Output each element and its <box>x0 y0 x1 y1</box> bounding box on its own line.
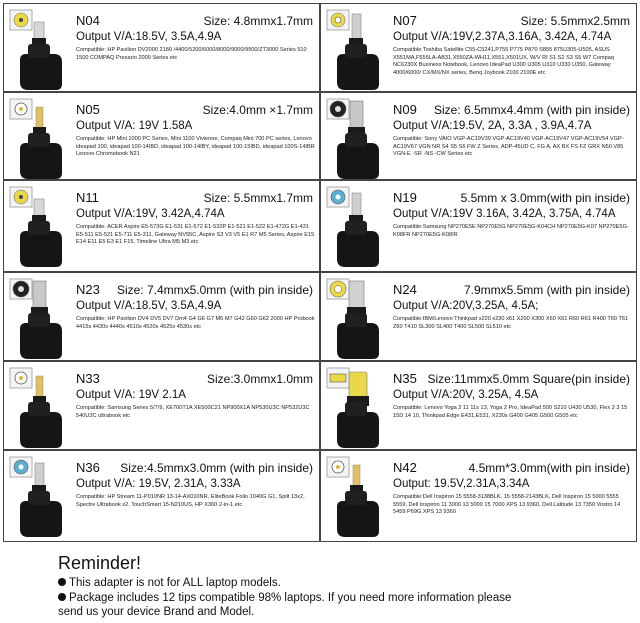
connector-tip-icon <box>325 8 389 92</box>
adapter-cell-n11 <box>3 180 320 272</box>
reminder-text-3: send us your device Brand and Model. <box>58 606 255 618</box>
tip-code: N36 <box>76 460 100 475</box>
tip-code: N05 <box>76 102 100 117</box>
tip-compatible-models: Compatible: Sony VAIO VGP-AC19V39 VGP-AC19V40 VGP-AC19V47 VGP-AC19V54 VGP-AC19V67 VGN NR S4 S5 S6 FW Z Series, ADP-45UD C, FG A, AX BX FS FZ GRX N50 V85 VGN-E -SR -NS -CW Series etc <box>393 136 624 158</box>
adapter-cell-n33 <box>3 361 320 450</box>
tip-code: N11 <box>76 190 99 205</box>
tip-size: Size:11mmx5.0mm Square(pin inside) <box>427 372 630 386</box>
tip-size: Size: 6.5mmx4.4mm (with pin inside) <box>433 103 630 117</box>
tip-compatible-models: Compatible:Dell Inspiron 15 5558-3138BLK, 15 5558-2143BLK, Dell Inspiron 15 5000 5555 5559, Dell Inspiron 11 3000 13 5000 15 7000 XPS 13 9360, Dell Latitude 13 7350 Vostro 14 5459 P69G XPS 13 9360 <box>393 494 621 516</box>
connector-tip-icon <box>8 366 72 450</box>
tip-output: Output V/A: 19V 2.1A <box>76 389 186 401</box>
tip-code: N09 <box>393 102 417 117</box>
tip-compatible-models: Compatible: Samsung Series 5/7/9, XE700T1A XE500C21 NP900X1A NP530U3C NP532U3C 540U3C ultrabook etc <box>76 405 310 419</box>
adapter-cell-n09 <box>320 92 637 180</box>
reminder-line-1 <box>58 577 281 589</box>
tip-size: 7.9mmx5.5mm (with pin inside) <box>463 283 630 297</box>
connector-tip-icon <box>8 277 72 361</box>
tip-output: Output V/A:20V, 3.25A, 4.5A <box>393 389 539 401</box>
reminder-text-1: This adapter is not for ALL laptop models. <box>69 577 281 589</box>
connector-tip-icon <box>8 185 72 269</box>
tip-code: N35 <box>393 371 417 386</box>
reminder-line-2 <box>58 592 511 604</box>
adapter-cell-n04 <box>3 3 320 92</box>
tip-compatible-models: Compatible:Toshiba Satellite C55-C5241,P755 P775 P870 S855 875U305-U505, ASUS X551MA,F555LA-AB31,X550ZA-WH11,X551,X501UX, W/V RI S1 S2 S3 S5 W7 Compaq NC6230X Business Notebook, Lenovo IdeaPad U300 U305 U310 U330 U350, Gateway 4000/6000/ CX/MX/NX series, Benq Joybook 2100 2100E etc <box>393 47 614 76</box>
adapter-cell-n05 <box>3 92 320 180</box>
tip-size: 5.5mm x 3.0mm(with pin inside) <box>460 191 630 205</box>
tip-compatible-models: Compatible: HP Mini 1000 PC Series, Mini 1100 Vivienne, Compaq Mini 700 PC series, Lenovo ideapad 100, ideapad 100-14IBD, ideapad 100-14IBY, ideapad 100-15IBD, ideapad 100S-14IBR Lenovo Chromebook N21 <box>76 136 315 158</box>
tip-compatible-models: Compatible: ACER Aspire E5-573G E1-531 E1-572 E1-532P E1-521 E1-522 E1-472G E1-431 E5-511 E5-521 E5-711 E5-311, Gateway NV55C, Aspire S3 V3 V5 E1 R7 M5 Series, Aspire E15 E14 E11 E5 E3 E1 F15, Timeline Ultra M5 M3 etc <box>76 224 315 246</box>
adapter-cell-n19 <box>320 180 637 272</box>
connector-tip-icon <box>325 185 389 269</box>
tip-output: Output V/A: 19.5V, 2.31A, 3.33A <box>76 478 241 490</box>
tip-size: Size: 5.5mmx2.5mm <box>520 14 630 28</box>
tip-size: Size:3.0mmx1.0mm <box>206 372 313 386</box>
tip-code: N19 <box>393 190 417 205</box>
connector-tip-icon <box>8 8 72 92</box>
tip-output: Output: 19.5V,2.31A,3.34A <box>393 478 530 490</box>
tip-output: Output V/A:18.5V, 3.5A,4.9A <box>76 300 222 312</box>
tip-code: N04 <box>76 13 100 28</box>
bullet-icon <box>58 593 66 601</box>
tip-size: Size: 7.4mmx5.0mm (with pin inside) <box>116 283 313 297</box>
tip-compatible-models: Compatible: HP Pavilion DV4 DV5 DV7 Dm4 G4 G6 G7 M6 M7 G42 G60 G62 2000 HP Probook 4415s 4430s 4440s 4510s 4520s 4525s 4530s etc <box>76 316 315 330</box>
connector-tip-icon <box>325 366 389 450</box>
adapter-cell-n07 <box>320 3 637 92</box>
connector-tip-icon <box>8 97 72 180</box>
tip-code: N23 <box>76 282 100 297</box>
tip-size: Size: 5.5mmx1.7mm <box>203 191 313 205</box>
tip-code: N07 <box>393 13 417 28</box>
connector-tip-icon <box>325 97 389 180</box>
reminder-text-2: Package includes 12 tips compatible 98% laptops. If you need more information please <box>69 592 512 604</box>
tip-output: Output V/A:18.5V, 3.5A,4.9A <box>76 31 222 43</box>
tip-code: N33 <box>76 371 100 386</box>
connector-tip-icon <box>8 455 72 539</box>
tip-output: Output V/A:20V,3.25A, 4.5A; <box>393 300 539 312</box>
reminder-line-3 <box>58 606 254 618</box>
tip-compatible-models: Compatible:Samsung NP270E5E NP270E5G NP270E5G-K04CH NP270E5G-K07 NP270E5G-K08FR NP270E5G-K08IR <box>393 224 629 238</box>
reminder-title: Reminder! <box>58 553 142 573</box>
tip-size: Size:4.0mm ×1.7mm <box>202 103 313 117</box>
connector-tip-icon <box>325 277 389 361</box>
adapter-cell-n23 <box>3 272 320 361</box>
tip-size: Size: 4.8mmx1.7mm <box>203 14 313 28</box>
tip-compatible-models: Compatible: HP Stream 11-P010NR 13-14-AX010NR, EliteBook Folio 1040G G1, Split 13x2, Spectre Ultrabook x2, TouchSmart 15-N210US, HP X360 2-in-1 etc <box>76 494 305 508</box>
adapter-cell-n42 <box>320 450 637 542</box>
tip-size: 4.5mm*3.0mm(with pin inside) <box>468 461 630 475</box>
tip-code: N24 <box>393 282 417 297</box>
adapter-cell-n35 <box>320 361 637 450</box>
tip-code: N42 <box>393 460 417 475</box>
tip-output: Output V/A:19.5V, 2A, 3.3A , 3.9A,4.7A <box>393 120 592 132</box>
adapter-cell-n36 <box>3 450 320 542</box>
tip-output: Output V/A:19V, 3.42A,4.74A <box>76 208 225 220</box>
bullet-icon <box>58 578 66 586</box>
connector-tip-icon <box>325 455 389 539</box>
tip-size: Size:4.5mmx3.0mm (with pin inside) <box>120 461 313 475</box>
tip-output: Output V/A:19V 3.16A, 3.42A, 3.75A, 4.74A <box>393 208 616 220</box>
tip-output: Output V/A: 19V 1.58A <box>76 120 193 132</box>
adapter-cell-n24 <box>320 272 637 361</box>
tip-compatible-models: Compatible:IBM/Lenovo Thinkpad x220 x230 x61 X200 X300 X60 X61 R60 R61 R400 T60 T61 Z60 T410 SL300 SL400 T400 SL500 SL510 etc <box>393 316 629 330</box>
tip-compatible-models: Compatible: Lenovo Yoga 2 11 11s 13, Yoga 2 Pro, IdeaPad 500 S210 U430 U530, Flex 2 3 15 15D 14 10, Thinkpad Edge E431,E531, X230s G400 G405 G500 G505 etc <box>393 405 628 419</box>
tip-output: Output V/A:19V,2.37A,3.16A, 3.42A, 4.74A <box>393 31 612 43</box>
tip-compatible-models: Compatible: HP Pavilion DV2000 2180 /4400/5200/6000/8000/9000/9500/ZT3000 Series 510 1500 COMPAQ Presario 2000 Series etc <box>76 47 307 61</box>
